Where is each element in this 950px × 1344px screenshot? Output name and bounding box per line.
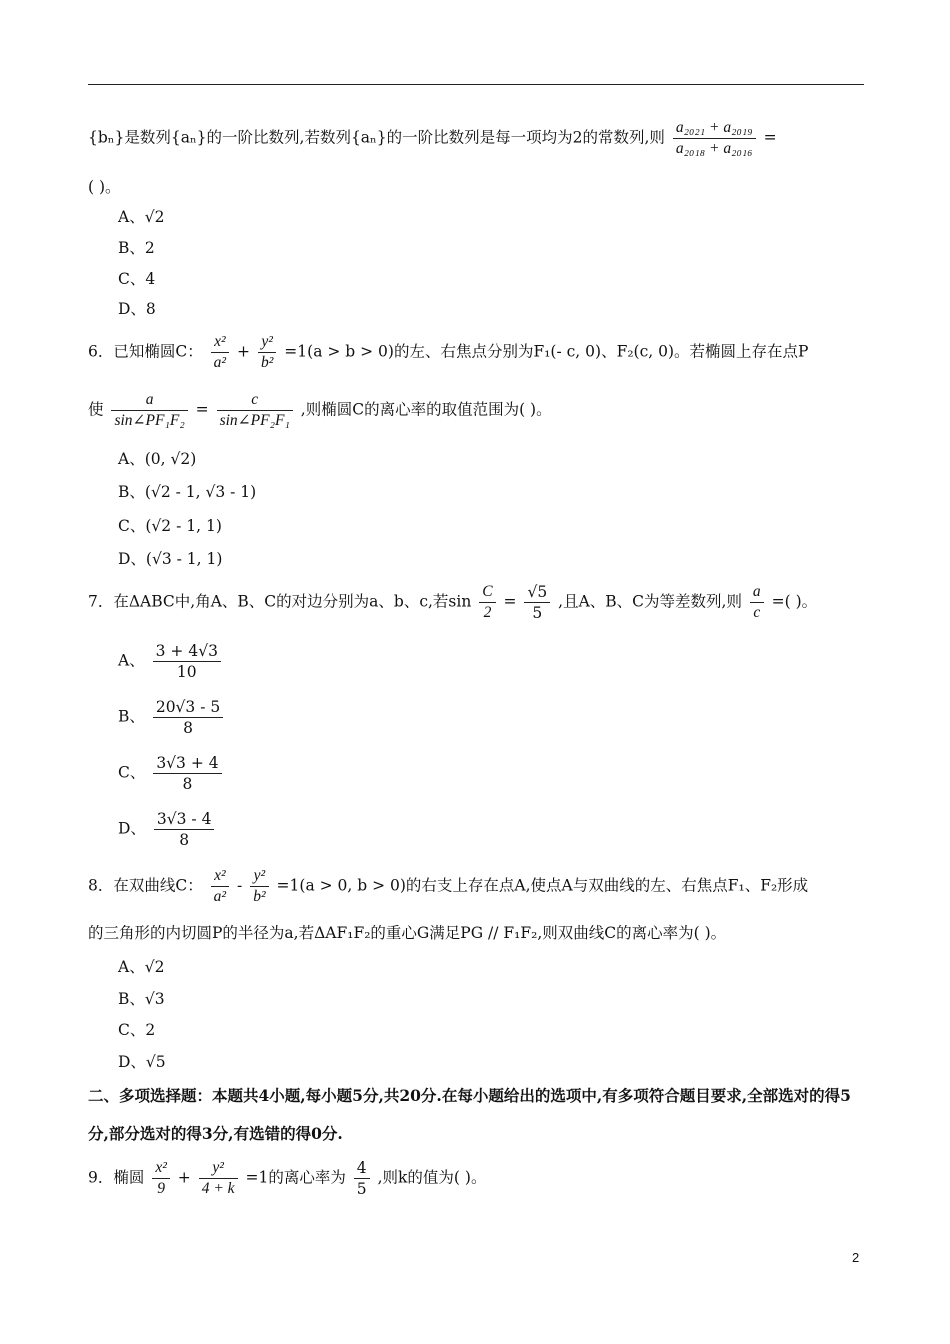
q7-option-c xyxy=(118,753,225,794)
section2-heading: 二、多项选择题：本题共4小题,每小题5分,共20分.在每小题给出的选项中,有多项符合题目要求,全部选对的得5分,部分选对的得3分,有选错的得0分. xyxy=(88,1086,851,1143)
q8-line2: 的三角形的内切圆P的半径为a,若ΔAF₁F₂的重心G满足PG // F₁F₂,则双曲线C的离心率为( )。 xyxy=(88,924,727,942)
q8-rest: =1(a > 0, b > 0)的右支上存在点A,使点A与双曲线的左、右焦点F₁、F₂形成 xyxy=(276,876,809,895)
q7-option-b xyxy=(118,697,226,738)
q5-line xyxy=(88,118,777,159)
header-rule xyxy=(88,84,864,85)
q5-option-a: A、√2 xyxy=(118,208,165,226)
q7-option-b-num: 20√3 - 5 xyxy=(153,697,223,718)
q7-f2-den: 5 xyxy=(532,604,543,622)
q8-f1-den: a² xyxy=(213,888,227,905)
q7-option-d-num: 3√3 - 4 xyxy=(154,809,215,830)
q9-f2-den: 4 + k xyxy=(201,1180,235,1197)
q7-mid: ,且A、B、C为等差数列,则 xyxy=(558,592,742,611)
q6-frac-y xyxy=(258,332,276,373)
q7-option-a-den: 10 xyxy=(176,663,197,681)
q6-plus: + xyxy=(237,342,251,361)
q8-frac-y xyxy=(250,866,268,907)
q7-option-d-frac xyxy=(154,809,215,850)
q9-mid: =1的离心率为 xyxy=(245,1168,346,1187)
q8-intro: 8．在双曲线C： xyxy=(88,876,203,895)
q7-line xyxy=(88,582,817,623)
q6-frac-x xyxy=(211,332,229,373)
q9-frac-45 xyxy=(354,1158,370,1199)
q9-end: ,则k的值为( )。 xyxy=(377,1168,487,1187)
q5-option-b: B、2 xyxy=(118,239,155,257)
q9-frac-y xyxy=(199,1158,238,1199)
q9-f3-num: 4 xyxy=(354,1158,370,1179)
q6-line1 xyxy=(88,332,808,373)
q6-f1-den: a² xyxy=(213,354,227,371)
q7-option-b-den: 8 xyxy=(183,719,193,737)
q7-option-d-den: 8 xyxy=(179,831,190,849)
q6-frac-a xyxy=(111,390,187,431)
q6-shi: 使 xyxy=(88,400,104,419)
q8-option-a: A、√2 xyxy=(118,958,165,976)
q8-option-b: B、√3 xyxy=(118,990,165,1008)
q8-line1 xyxy=(88,866,808,907)
q6-eq: = xyxy=(195,400,209,419)
q8-minus: - xyxy=(237,876,243,895)
q5-text: {bₙ}是数列{aₙ}的一阶比数列,若数列{aₙ}的一阶比数列是每一项均为2的常数列,则 xyxy=(88,128,665,147)
q7-f3-num: a xyxy=(750,582,764,603)
q7-f2-num: √5 xyxy=(524,582,550,603)
page-number: 2 xyxy=(852,1250,860,1265)
q7-eq: = xyxy=(503,592,517,611)
q5-paren: ( )。 xyxy=(88,178,121,196)
q7-f3-den: c xyxy=(753,604,761,621)
q6-intro: 6．已知椭圆C： xyxy=(88,342,203,361)
q6-rest: =1(a > b > 0)的左、右焦点分别为F₁(- c, 0)、F₂(c, 0)。若椭圆上存在点P xyxy=(284,342,809,361)
q6-option-a: A、(0, √2) xyxy=(118,450,197,468)
q7-option-a-label: A、 xyxy=(118,651,145,670)
q6-f4-den: sin∠PF₂F₁ xyxy=(219,412,290,429)
q7-intro: 7．在ΔABC中,角A、B、C的对边分别为a、b、c,若sin xyxy=(88,592,472,611)
q8-f1-num: x² xyxy=(211,866,229,887)
q7-option-b-frac xyxy=(153,697,223,738)
q8-f2-den: b² xyxy=(253,888,266,905)
q6-f3-num: a xyxy=(111,390,187,411)
q9-f3-den: 5 xyxy=(356,1180,367,1198)
q7-option-c-num: 3√3 + 4 xyxy=(153,753,221,774)
q6-rest2: ,则椭圆C的离心率的取值范围为( )。 xyxy=(300,400,552,419)
q6-option-b: B、(√2 - 1, √3 - 1) xyxy=(118,483,257,501)
q7-option-d-label: D、 xyxy=(118,819,146,838)
q9-frac-x xyxy=(152,1158,170,1199)
q7-frac-root5 xyxy=(524,582,550,623)
q9-intro: 9．椭圆 xyxy=(88,1168,145,1187)
q7-frac-ac xyxy=(750,582,764,623)
q8-option-d: D、√5 xyxy=(118,1053,166,1071)
q6-option-c: C、(√2 - 1, 1) xyxy=(118,517,222,535)
q9-f1-num: x² xyxy=(152,1158,170,1179)
q5-option-d: D、8 xyxy=(118,300,156,318)
q6-line2 xyxy=(88,390,552,431)
q9-f1-den: 9 xyxy=(157,1180,165,1197)
q5-eq: = xyxy=(763,128,777,147)
q8-frac-x xyxy=(211,866,229,907)
q7-option-a-frac xyxy=(153,641,221,682)
q8-f2-num: y² xyxy=(250,866,268,887)
q6-f4-num: c xyxy=(217,390,293,411)
q5-frac-den: a₂₀₁₈ + a₂₀₁₆ xyxy=(675,140,753,157)
q6-frac-c xyxy=(217,390,293,431)
q7-option-c-den: 8 xyxy=(182,775,193,793)
q5-fraction xyxy=(673,118,756,159)
q5-frac-num: a₂₀₂₁ + a₂₀₁₉ xyxy=(673,118,756,139)
q9-f2-num: y² xyxy=(199,1158,238,1179)
q5-option-c: C、4 xyxy=(118,270,156,288)
q7-option-a xyxy=(118,641,224,682)
q6-f2-num: y² xyxy=(258,332,276,353)
q6-option-d: D、(√3 - 1, 1) xyxy=(118,550,223,568)
q7-frac-c2 xyxy=(479,582,495,623)
q6-f1-num: x² xyxy=(211,332,229,353)
q7-option-d xyxy=(118,809,217,850)
q7-option-c-label: C、 xyxy=(118,763,146,782)
q6-f3-den: sin∠PF₁F₂ xyxy=(114,412,185,429)
q7-end: =( )。 xyxy=(771,592,818,611)
q9-plus: + xyxy=(177,1168,191,1187)
q7-option-c-frac xyxy=(153,753,221,794)
q8-option-c: C、2 xyxy=(118,1021,156,1039)
q7-f1-den: 2 xyxy=(483,604,492,621)
q7-option-a-num: 3 + 4√3 xyxy=(153,641,221,662)
q6-f2-den: b² xyxy=(260,354,274,371)
q9-line xyxy=(88,1158,486,1199)
q7-f1-num: C xyxy=(479,582,495,603)
q7-option-b-label: B、 xyxy=(118,707,145,726)
